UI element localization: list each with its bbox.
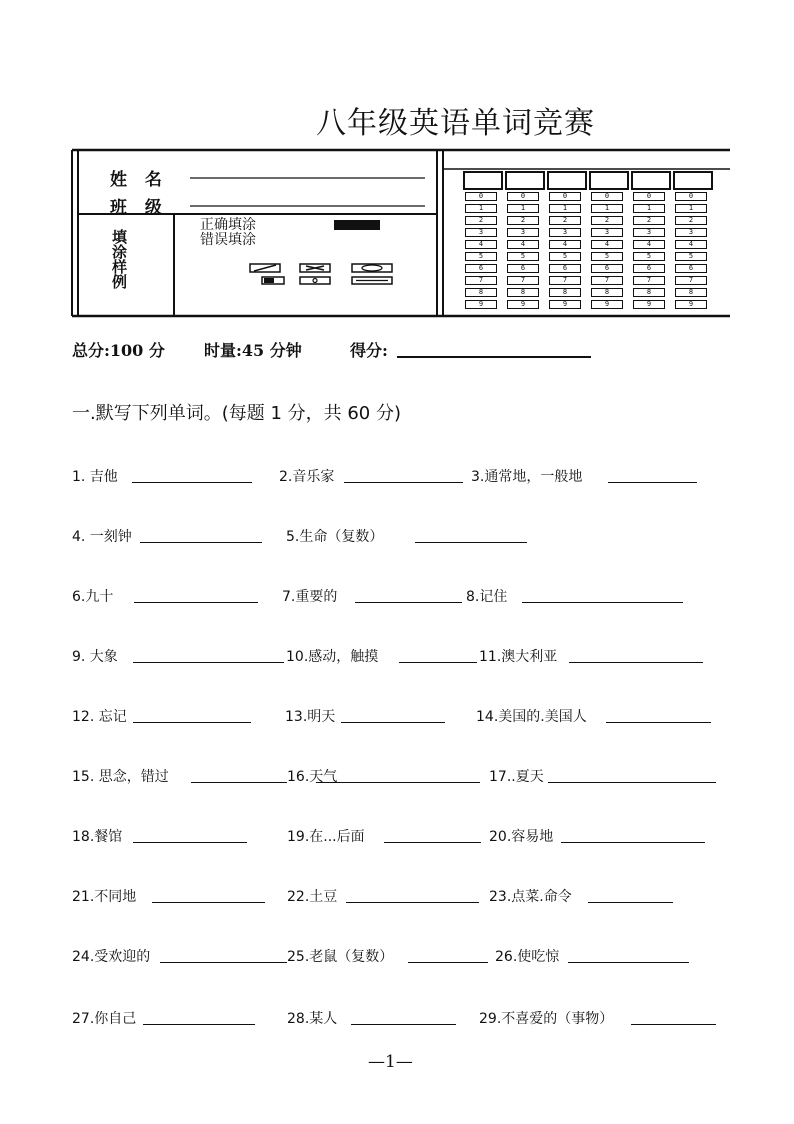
id-digit-box[interactable] [673,171,713,190]
answer-blank[interactable] [355,602,462,603]
digit-bubble[interactable]: 6 [465,264,497,273]
answer-blank[interactable] [191,782,287,783]
answer-blank[interactable] [568,962,689,963]
id-digit-box[interactable] [463,171,503,190]
digit-bubble[interactable]: 1 [675,204,707,213]
id-digit-box[interactable] [589,171,629,190]
fill-example-label: 填涂样例 [112,228,128,291]
digit-bubble[interactable]: 7 [675,276,707,285]
score-label: 得分: [350,341,388,360]
question-prompt: 3.通常地，一般地 [471,469,583,485]
digit-bubble[interactable]: 4 [507,240,539,249]
answer-blank[interactable] [415,542,527,543]
answer-blank[interactable] [548,782,716,783]
question-prompt: 6.九十 [72,589,114,605]
question-prompt: 2.音乐家 [279,469,335,485]
digit-bubble[interactable]: 8 [591,288,623,297]
digit-bubble[interactable]: 5 [465,252,497,261]
digit-bubble[interactable]: 6 [591,264,623,273]
digit-bubble[interactable]: 0 [675,192,707,201]
answer-blank[interactable] [132,482,252,483]
digit-bubble[interactable]: 6 [633,264,665,273]
question-prompt: 12. 忘记 [72,709,127,725]
digit-bubble[interactable]: 0 [633,192,665,201]
digit-bubble[interactable]: 2 [549,216,581,225]
question-prompt: 28.某人 [287,1011,338,1027]
digit-bubble[interactable]: 2 [675,216,707,225]
question-prompt: 4. 一刻钟 [72,529,132,545]
answer-blank[interactable] [384,842,481,843]
digit-bubble[interactable]: 1 [591,204,623,213]
digit-bubble[interactable]: 4 [591,240,623,249]
answer-blank[interactable] [351,1024,456,1025]
digit-bubble[interactable]: 1 [507,204,539,213]
digit-bubble[interactable]: 5 [591,252,623,261]
digit-bubble[interactable]: 4 [633,240,665,249]
answer-blank[interactable] [152,902,265,903]
digit-bubble[interactable]: 7 [633,276,665,285]
question-prompt: 8.记住 [466,589,508,605]
answer-blank[interactable] [140,542,262,543]
answer-blank[interactable] [133,842,247,843]
digit-bubble[interactable]: 6 [549,264,581,273]
question-prompt: 29.不喜爱的（事物） [479,1011,614,1027]
digit-bubble[interactable]: 5 [633,252,665,261]
digit-bubble[interactable]: 0 [591,192,623,201]
wrong-fill-samples [248,262,408,292]
question-prompt: 22.土豆 [287,889,338,905]
question-prompt: 16.天气 [287,769,338,785]
answer-blank[interactable] [134,602,258,603]
digit-bubble[interactable]: 3 [633,228,665,237]
digit-bubble[interactable]: 2 [465,216,497,225]
digit-bubble[interactable]: 0 [507,192,539,201]
answer-blank[interactable] [346,902,479,903]
digit-bubble[interactable]: 5 [507,252,539,261]
answer-blank[interactable] [606,722,711,723]
digit-bubble[interactable]: 3 [465,228,497,237]
digit-bubble[interactable]: 7 [465,276,497,285]
digit-bubble[interactable]: 7 [549,276,581,285]
question-prompt: 5.生命（复数） [286,529,384,545]
answer-blank[interactable] [344,482,463,483]
answer-sheet-header [70,148,730,318]
question-prompt: 11.澳大利亚 [479,649,558,665]
digit-bubble[interactable]: 3 [591,228,623,237]
page-number: —1— [368,1052,413,1072]
answer-blank[interactable] [316,782,480,783]
digit-bubble[interactable]: 7 [591,276,623,285]
question-prompt: 26.使吃惊 [495,949,560,965]
digit-bubble[interactable]: 5 [549,252,581,261]
digit-bubble[interactable]: 1 [465,204,497,213]
digit-bubble[interactable]: 3 [549,228,581,237]
digit-bubble[interactable]: 8 [507,288,539,297]
question-prompt: 25.老鼠（复数） [287,949,394,965]
answer-blank[interactable] [133,662,284,663]
digit-bubble[interactable]: 1 [549,204,581,213]
digit-bubble[interactable]: 9 [507,300,539,309]
answer-blank[interactable] [569,662,703,663]
answer-blank[interactable] [522,602,683,603]
digit-bubble[interactable]: 2 [591,216,623,225]
answer-blank[interactable] [408,962,488,963]
answer-blank[interactable] [133,722,251,723]
answer-blank[interactable] [561,842,705,843]
answer-blank[interactable] [160,962,287,963]
answer-blank[interactable] [608,482,697,483]
question-prompt: 27.你自己 [72,1011,137,1027]
digit-bubble[interactable]: 0 [465,192,497,201]
question-prompt: 19.在...后面 [287,829,365,845]
question-prompt: 21.不同地 [72,889,137,905]
correct-fill-sample [334,220,380,230]
digit-bubble[interactable]: 8 [465,288,497,297]
score-blank[interactable] [397,356,591,358]
question-prompt: 13.明天 [285,709,336,725]
digit-bubble[interactable]: 6 [507,264,539,273]
digit-bubble[interactable]: 8 [633,288,665,297]
answer-blank[interactable] [588,902,673,903]
total-score: 总分:100 分 [72,341,165,360]
answer-blank[interactable] [399,662,477,663]
digit-bubble[interactable]: 9 [549,300,581,309]
digit-bubble[interactable]: 9 [675,300,707,309]
question-prompt: 18.餐馆 [72,829,123,845]
digit-bubble[interactable]: 4 [465,240,497,249]
digit-bubble[interactable]: 9 [633,300,665,309]
page-title: 八年级英语单词竞赛 [316,106,595,141]
digit-bubble[interactable]: 9 [465,300,497,309]
section-heading: 一.默写下列单词。(每题 1 分，共 60 分) [72,403,402,424]
digit-bubble[interactable]: 7 [507,276,539,285]
digit-bubble[interactable]: 0 [549,192,581,201]
digit-bubble[interactable]: 3 [507,228,539,237]
id-digit-box[interactable] [547,171,587,190]
name-label: 姓 名 [110,170,164,190]
correct-fill-label: 正确填涂 [200,217,256,233]
digit-bubble[interactable]: 8 [675,288,707,297]
digit-bubble[interactable]: 5 [675,252,707,261]
question-prompt: 1. 吉他 [72,469,118,485]
time-limit: 时量:45 分钟 [204,341,302,360]
digit-bubble[interactable]: 6 [675,264,707,273]
digit-bubble[interactable]: 8 [549,288,581,297]
digit-bubble[interactable]: 4 [549,240,581,249]
digit-bubble[interactable]: 2 [507,216,539,225]
question-prompt: 9. 大象 [72,649,118,665]
answer-blank[interactable] [631,1024,716,1025]
digit-bubble[interactable]: 1 [633,204,665,213]
question-prompt: 23.点菜.命令 [489,889,572,905]
question-prompt: 20.容易地 [489,829,554,845]
digit-bubble[interactable]: 2 [633,216,665,225]
question-prompt: 15. 思念，错过 [72,769,169,785]
question-prompt: 7.重要的 [282,589,338,605]
question-prompt: 24.受欢迎的 [72,949,151,965]
wrong-fill-label: 错误填涂 [200,232,256,248]
digit-bubble[interactable]: 4 [675,240,707,249]
answer-blank[interactable] [341,722,445,723]
class-label: 班 级 [110,198,164,218]
question-prompt: 17..夏天 [489,769,544,785]
id-digit-box[interactable] [505,171,545,190]
answer-blank[interactable] [143,1024,255,1025]
id-digit-box[interactable] [631,171,671,190]
question-prompt: 10.感动，触摸 [286,649,379,665]
digit-bubble[interactable]: 9 [591,300,623,309]
digit-bubble[interactable]: 3 [675,228,707,237]
question-prompt: 14.美国的.美国人 [476,709,587,725]
